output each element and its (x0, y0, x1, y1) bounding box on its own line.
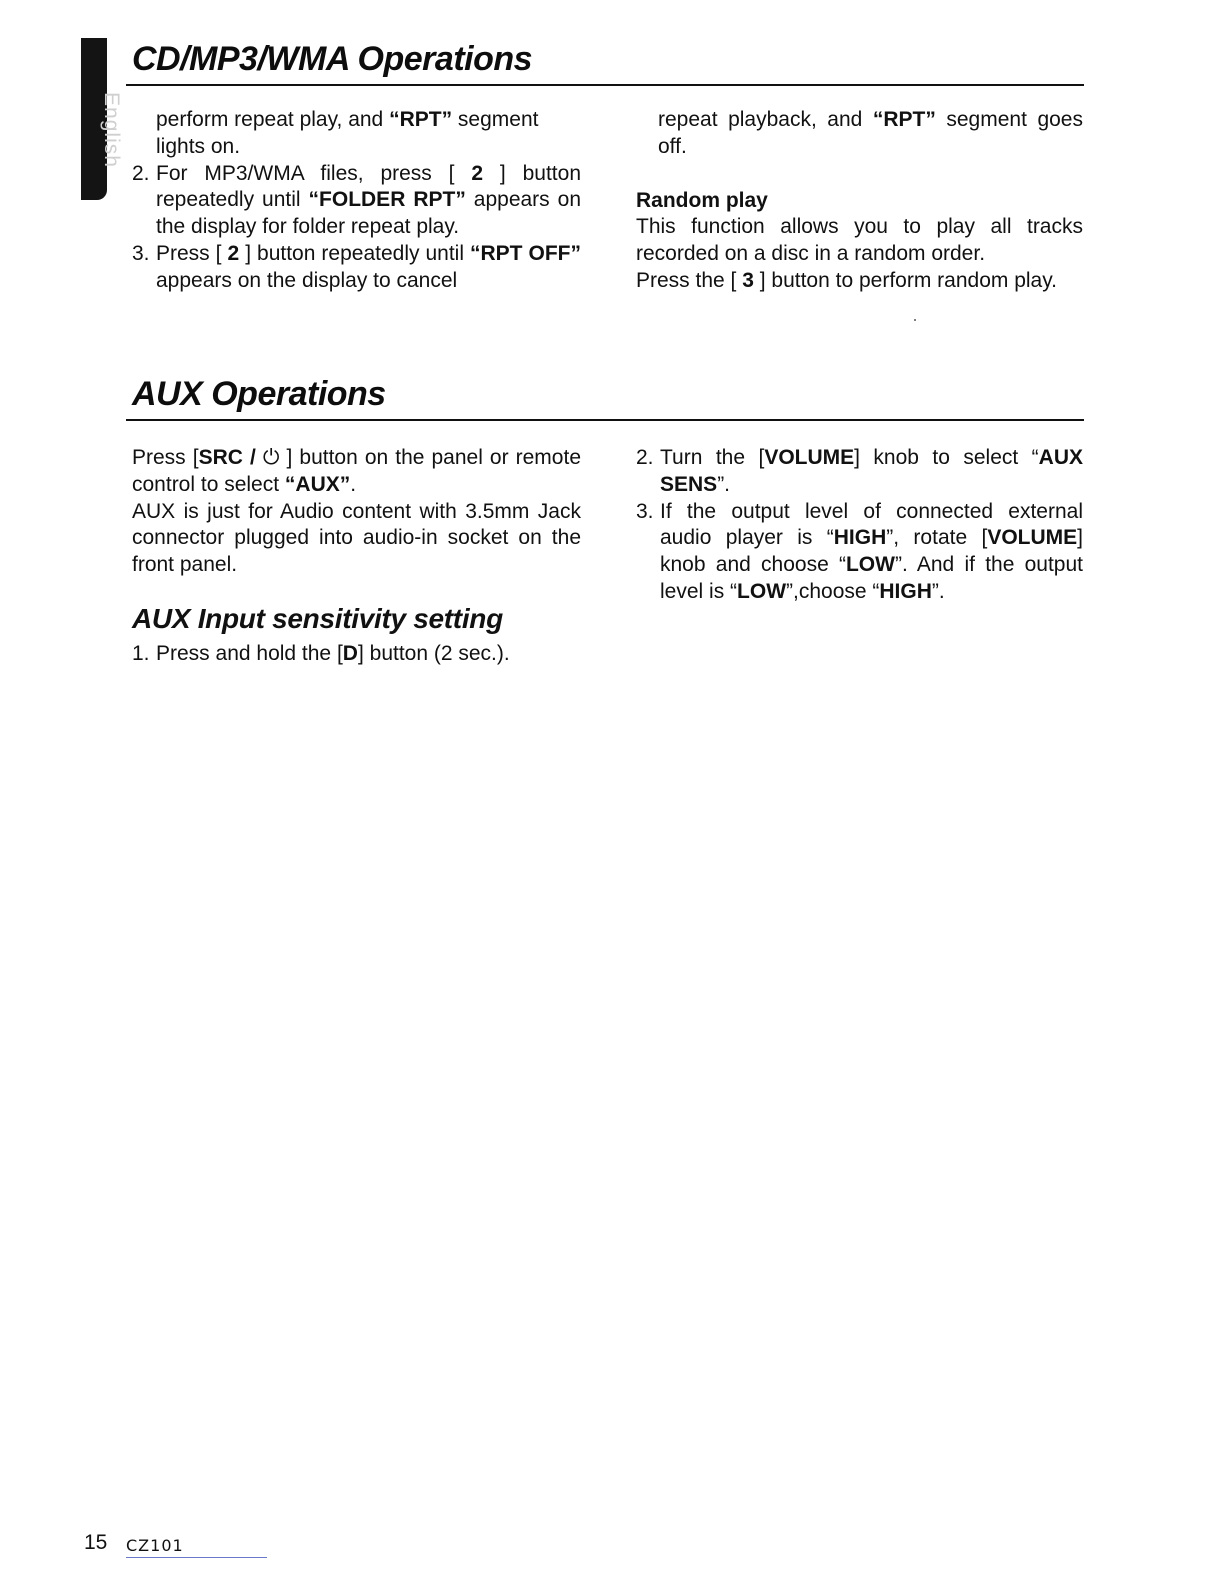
list-item: 3. If the output level of connected external audio player is “HIGH”, rotate [VOLUME] knob and choose “LOW”. And if the output level is “LOW”,choose “HIGH”. (636, 499, 1083, 603)
aux-select-paragraph: Press [SRC / ⏻ ] button on the panel or remote control to select “AUX”. (132, 446, 581, 496)
section1-left-column (132, 107, 581, 295)
random-play-heading: Random play (636, 188, 768, 212)
power-icon: ⏻ (262, 446, 280, 469)
repeat-cont-paragraph: perform repeat play, and “RPT” segment lights on. (156, 108, 539, 158)
speck (914, 319, 916, 321)
section2-left-column (132, 445, 581, 579)
aux-sensitivity-heading: AUX Input sensitivity setting (132, 603, 503, 634)
language-tab-label: English (99, 92, 123, 168)
aux-info-paragraph: AUX is just for Audio content with 3.5mm Jack connector plugged into audio-in socket on the front panel. (132, 499, 581, 577)
footer-rule (126, 1557, 267, 1558)
aux-step-1: 1. Press and hold the [D] button (2 sec.). (132, 642, 510, 665)
section-rule (126, 419, 1084, 421)
section-rule (126, 84, 1084, 86)
list-item: 2. For MP3/WMA files, press [ 2 ] button repeatedly until “FOLDER RPT” appears on the display for folder repeat play. (132, 161, 582, 239)
section1-right-column (636, 107, 1083, 295)
section-title-aux: AUX Operations (132, 375, 386, 413)
model-number: CZ101 (126, 1536, 184, 1555)
list-item: 3. Press [ 2 ] button repeatedly until “RPT OFF” appears on the display to cancel (132, 241, 581, 292)
repeat-cont-right: repeat playback, and “RPT” segment goes off. (658, 108, 1083, 158)
list-item: 2. Turn the [VOLUME] knob to select “AUX SENS”. (636, 446, 1083, 496)
random-play-text: This function allows you to play all tracks recorded on a disc in a random order. (636, 215, 1083, 266)
page-number: 15 (84, 1531, 108, 1554)
random-play-instruction: Press the [ 3 ] button to perform random play. (636, 268, 1058, 292)
section-title-cd-mp3-wma: CD/MP3/WMA Operations (132, 40, 533, 78)
language-tab (81, 38, 123, 200)
section2-right-column (636, 445, 1083, 606)
